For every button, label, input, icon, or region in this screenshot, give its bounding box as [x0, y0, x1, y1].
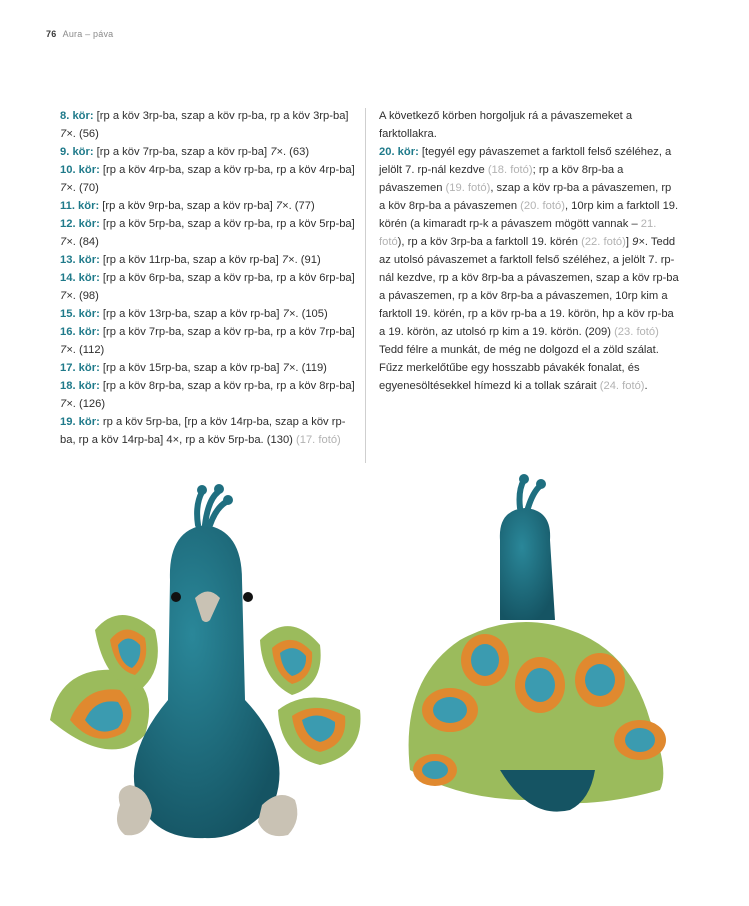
pattern-left-column — [60, 107, 355, 449]
feather-eye — [575, 653, 625, 707]
round-10: 10. kör: [rp a köv 4rp-ba, szap a köv rp-ba, rp a köv 4rp-ba] 7×. (70) — [60, 164, 355, 194]
page-number: 76 — [46, 29, 57, 39]
photo-ref: (23. fotó) — [614, 326, 659, 338]
column-divider — [365, 108, 366, 463]
set-aside-paragraph: Tedd félre a munkát, de még ne dolgozd el a zöld szálat. — [379, 344, 659, 356]
peacock-back — [409, 474, 666, 812]
round-15: 15. kör: [rp a köv 13rp-ba, szap a köv rp-ba] 7×. (105) — [60, 308, 328, 320]
feather-eye — [422, 688, 478, 732]
round-16: 16. kör: [rp a köv 7rp-ba, szap a köv rp-ba, rp a köv 7rp-ba] 7×. (112) — [60, 326, 355, 356]
round-13: 13. kör: [rp a köv 11rp-ba, szap a köv rp-ba] 7×. (91) — [60, 254, 321, 266]
round-9: 9. kör: [rp a köv 7rp-ba, szap a köv rp-ba] 7×. (63) — [60, 146, 310, 158]
feather-eye — [614, 720, 666, 760]
feather-eye — [515, 657, 565, 713]
running-title: Aura – páva — [62, 29, 114, 39]
intro-paragraph: A következő körben horgoljuk rá a pávaszemeket a farktollakra. — [379, 110, 633, 140]
embroider-paragraph: Fűzz merkelőtűbe egy hosszabb pávakék fonalat, és egyenesöltésekkel hímezd ki a tollak szárait (24. fotó). — [379, 362, 648, 392]
peacock-photo — [30, 470, 730, 870]
pattern-right-column — [379, 107, 679, 395]
round-12: 12. kör: [rp a köv 5rp-ba, szap a köv rp-ba, rp a köv 5rp-ba] 7×. (84) — [60, 218, 355, 248]
round-20: 20. kör: [tegyél egy pávaszemet a farktoll felső széléhez, a jelölt 7. rp-nál kezdve (18. fotó); rp a köv 8rp-ba a pávaszemen (19. fotó), szap a köv rp-ba a pávaszemen, rp a köv 8rp-ba a pávaszemen (20. fotó), 10rp kim a farktoll 19. körén (a kimaradt rp-k a pávaszem mögött vannak – 21. fotó), rp a köv 3rp-ba a farktoll 19. körén (22. fotó)] 9×. Tedd az utolsó pávaszemet a farktoll felső széléhez, a jelölt 7. rp-nál kezdve, rp a köv 8rp-ba a pávaszemen, szap a köv rp-ba a pávaszemen, rp a köv 8rp-ba a pávaszemen, 10rp kim a farktoll 19. körén, rp a köv rp-ba a 19. körön, hp a köv rp-ba a 19. körön, az utolsó rp kim a 19. körön. (209) (23. fotó) — [379, 146, 679, 338]
photo-ref: 21. fotó — [379, 218, 657, 248]
photo-ref: (20. fotó) — [520, 200, 565, 212]
running-header — [46, 29, 113, 39]
feather-eye — [413, 754, 457, 786]
photo-ref: (19. fotó) — [445, 182, 491, 194]
photo-ref: (18. fotó) — [487, 164, 533, 176]
tail-feathers-right — [260, 626, 361, 765]
round-11: 11. kör: [rp a köv 9rp-ba, szap a köv rp-ba] 7×. (77) — [60, 200, 315, 212]
round-17: 17. kör: [rp a köv 15rp-ba, szap a köv rp-ba] 7×. (119) — [60, 362, 327, 374]
peacock-front — [50, 484, 361, 838]
photo-ref: (24. fotó) — [599, 380, 645, 392]
round-14: 14. kör: [rp a köv 6rp-ba, szap a köv rp-ba, rp a köv 6rp-ba] 7×. (98) — [60, 272, 355, 302]
round-18: 18. kör: [rp a köv 8rp-ba, szap a köv rp-ba, rp a köv 8rp-ba] 7×. (126) — [60, 380, 355, 410]
photo-ref: (22. fotó) — [581, 236, 626, 248]
photo-ref: (17. fotó) — [296, 434, 341, 446]
tail-feathers-left — [50, 615, 158, 749]
feather-eye — [461, 634, 509, 686]
round-8: 8. kör: [rp a köv 3rp-ba, szap a köv rp-ba, rp a köv 3rp-ba] 7×. (56) — [60, 110, 349, 140]
round-19: 19. kör: rp a köv 5rp-ba, [rp a köv 14rp-ba, szap a köv rp-ba, rp a köv 14rp-ba] 4×, rp a köv 5rp-ba. (130) (17. fotó) — [60, 416, 346, 446]
